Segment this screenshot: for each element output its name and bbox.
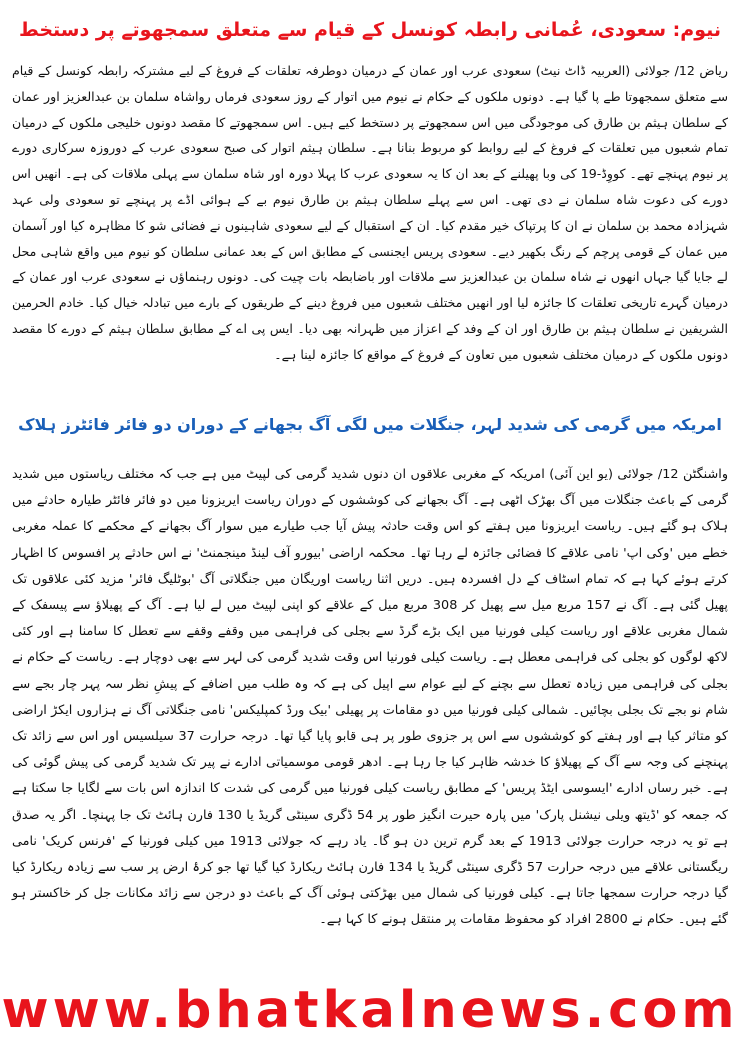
article1-body: ریاض 12/ جولائی (العربیہ ڈاٹ نیٹ) سعودی عرب اور عمان کے درمیان دوطرفہ تعلقات کے فروغ کے لیے مشترکہ رابطہ کونسل کے قیام سے متعلق سمجھوتا طے پا گیا ہے۔ دونوں ملکوں کے حکام نے نیوم میں اتوار کے روز سعودی فرماں رواشاہ سلمان بن عبدالعزیز اور عمان کے سلطان ہیثم بن طارق کی موجودگی میں اس سمجھوتے پر دستخط کیے ہیں۔ اس سمجھوتے کا مقصد دونوں خلیجی ملکوں کے درمیان تمام شعبوں میں تعلقات کے فروغ کے لیے روابط کو مربوط بنانا ہے۔ سلطان ہیثم اتوار کی صبح سعودی عرب کے دوروزہ سرکاری دورے پر نیوم پہنچے تھے۔ کووِڈ-19 کی وبا پھیلنے کے بعد ان کا یہ سعودی عرب کا پہلا دورہ اور شاہ سلمان سے پہلی ملاقات کی ہے۔ انھیں اس دورے کی دعوت شاہ سلمان نے دی تھی۔ اس سے پہلے سلطان ہیثم بن طارق نیوم بے کے ہوائی اڈے پر پہنچے تو سعودی ولی عہد شہزادہ محمد بن سلمان نے ان کا پرتپاک خیر مقدم کیا۔ ان کے استقبال کے لیے سعودی شاہینوں نے فضائی شو کا مظاہرہ کیا اور آسمان میں عمان کے قومی پرچم کے رنگ بکھیر دیے۔ سعودی پریس ایجنسی کے مطابق اس کے بعد عمانی سلطان کو نیوم میں واقع شاہی محل لے جایا گیا جہاں انھوں نے شاہ سلمان بن عبدالعزیز سے ملاقات اور باضابطہ بات چیت کی۔ دونوں رہنماؤں نے سعودی عرب اور عمان کے درمیان گہرے تاریخی تعلقات کا جائزہ لیا اور انھیں مختلف شعبوں میں فروغ دینے کے طریقوں کے بارے میں تبادلہ خیال کیا۔ خادم الحرمین الشریفین نے سلطان ہیثم بن طارق اور ان کے وفد کے اعزاز میں ظہرانہ بھی دیا۔ ایس پی اے کے مطابق سلطان ہیثم کے دورے کا مقصد دونوں ملکوں کے درمیان مختلف شعبوں میں تعاون کے فروغ کے مواقع کا جائزہ لینا ہے۔ bbox=[12, 63, 729, 362]
article2-body: واشنگٹن 12/ جولائی (یو این آئی) امریکہ کے مغربی علاقوں ان دنوں شدید گرمی کی لپیٹ میں ہے جب کہ مختلف ریاستوں میں شدید گرمی کے باعث جنگلات میں آگ بھڑک اٹھی ہے۔ آگ بجھانے کی کوششوں کے دوران ریاست ایریزونا میں دو فائر فائٹر طیارہ حادثے میں ہلاک ہو گئے ہیں۔ ریاست ایریزونا میں ہفتے کو اس وقت حادثہ پیش آیا جب طیارے میں سوار آگ بجھانے کے محکمے کا عملہ مغربی خطے میں 'وکی اپ' نامی علاقے کا فضائی جائزہ لے رہا تھا۔ محکمہ اراضی 'بیورو آف لینڈ مینجمنٹ' نے اس حادثے پر افسوس کا اظہار کرتے ہوئے کہا ہے کہ تمام اسٹاف کے دل افسردہ ہیں۔ دریں اثنا ریاست اوریگان میں جنگلاتی آگ 'بوٹلیگ فائر' مزید کئی علاقوں تک پھیل گئی ہے۔ آگ نے 157 مربع میل سے پھیل کر 308 مربع میل کے علاقے کو اپنی لپیٹ میں لے لیا ہے۔ آگ کے پھیلاؤ سے پیسفک کے شمال مغربی علاقے اور ریاست کیلی فورنیا میں ایک بڑے گرڈ سے بجلی کی فراہمی میں وقفے وقفے سے تعطل کا سامنا ہے اور کئی لاکھ لوگوں کو بجلی کی فراہمی معطل ہے۔ ریاست کیلی فورنیا اس وقت شدید گرمی کی لہر سے بھی دوچار ہے۔ ریاست کے حکام نے بجلی کی فراہمی میں زیادہ تعطل سے بچنے کے لیے عوام سے اپیل کی ہے کہ وہ طلب میں اضافے کے پیشِ نظر سہ پہر چار بجے سے شام نو بجے تک بجلی بچائیں۔ شمالی کیلی فورنیا میں دو مقامات پر پھیلی 'بیک ورڈ کمپلیکس' نامی جنگلاتی آگ نے ہزاروں ایکڑ اراضی کو متاثر کیا ہے اور ہفتے کو کوششوں سے اس پر جزوی طور پر ہی قابو پایا گیا تھا۔ درجہ حرارت 37 سیلسیس اور اس سے زائد تک پہنچنے کی وجہ سے آگ کے پھیلاؤ کا خدشہ ظاہر کیا جا رہا ہے۔ ادھر قومی موسمیاتی ادارے نے پیر تک شدید گرمی کی پیش گوئی کی ہے۔ خبر رساں ادارے 'ایسوسی ایٹڈ پریس' کے مطابق ریاست کیلی فورنیا میں گرمی کی شدت کا اندازہ اس بات سے لگایا جا سکتا ہے کہ جمعہ کو 'ڈیتھ ویلی نیشنل پارک' میں پارہ حیرت انگیز طور پر 54 ڈگری سینٹی گریڈ یا 130 فارن ہائٹ تک جا پہنچا۔ اگر یہ صدق ہے تو یہ درجہ حرارت جولائی 1913 کے بعد گرم ترین دن ہو گا۔ یاد رہے کہ جولائی 1913 میں کیلی فورنیا کے 'فرنس کریک' نامی ریگستانی علاقے میں درجہ حرارت 57 ڈگری سینٹی گریڈ یا 134 فارن ہائٹ ریکارڈ کیا گیا تھا جو کرۂ ارض پر سب سے زیادہ ریکارڈ کیا گیا درجہ حرارت سمجھا جاتا ہے۔ کیلی فورنیا کی شمال میں بھڑکتی ہوئی آگ کے باعث دو درجن سے زائد مکانات جل کر خاکستر ہو گئے ہیں۔ حکام نے 2800 افراد کو محفوظ مقامات پر منتقل ہونے کا کہا ہے۔ bbox=[12, 467, 729, 928]
article2-headline: امریکہ میں گرمی کی شدید لہر، جنگلات میں لگی آگ بجھانے کے دوران دو فائر فائٹرز ہلاک bbox=[18, 414, 722, 434]
website-url: www.bhatkalnews.com bbox=[1, 981, 739, 1040]
article1-headline: نیوم: سعودی، عُمانی رابطہ کونسل کے قیام سے متعلق سمجھوتے پر دستخط bbox=[18, 18, 722, 41]
